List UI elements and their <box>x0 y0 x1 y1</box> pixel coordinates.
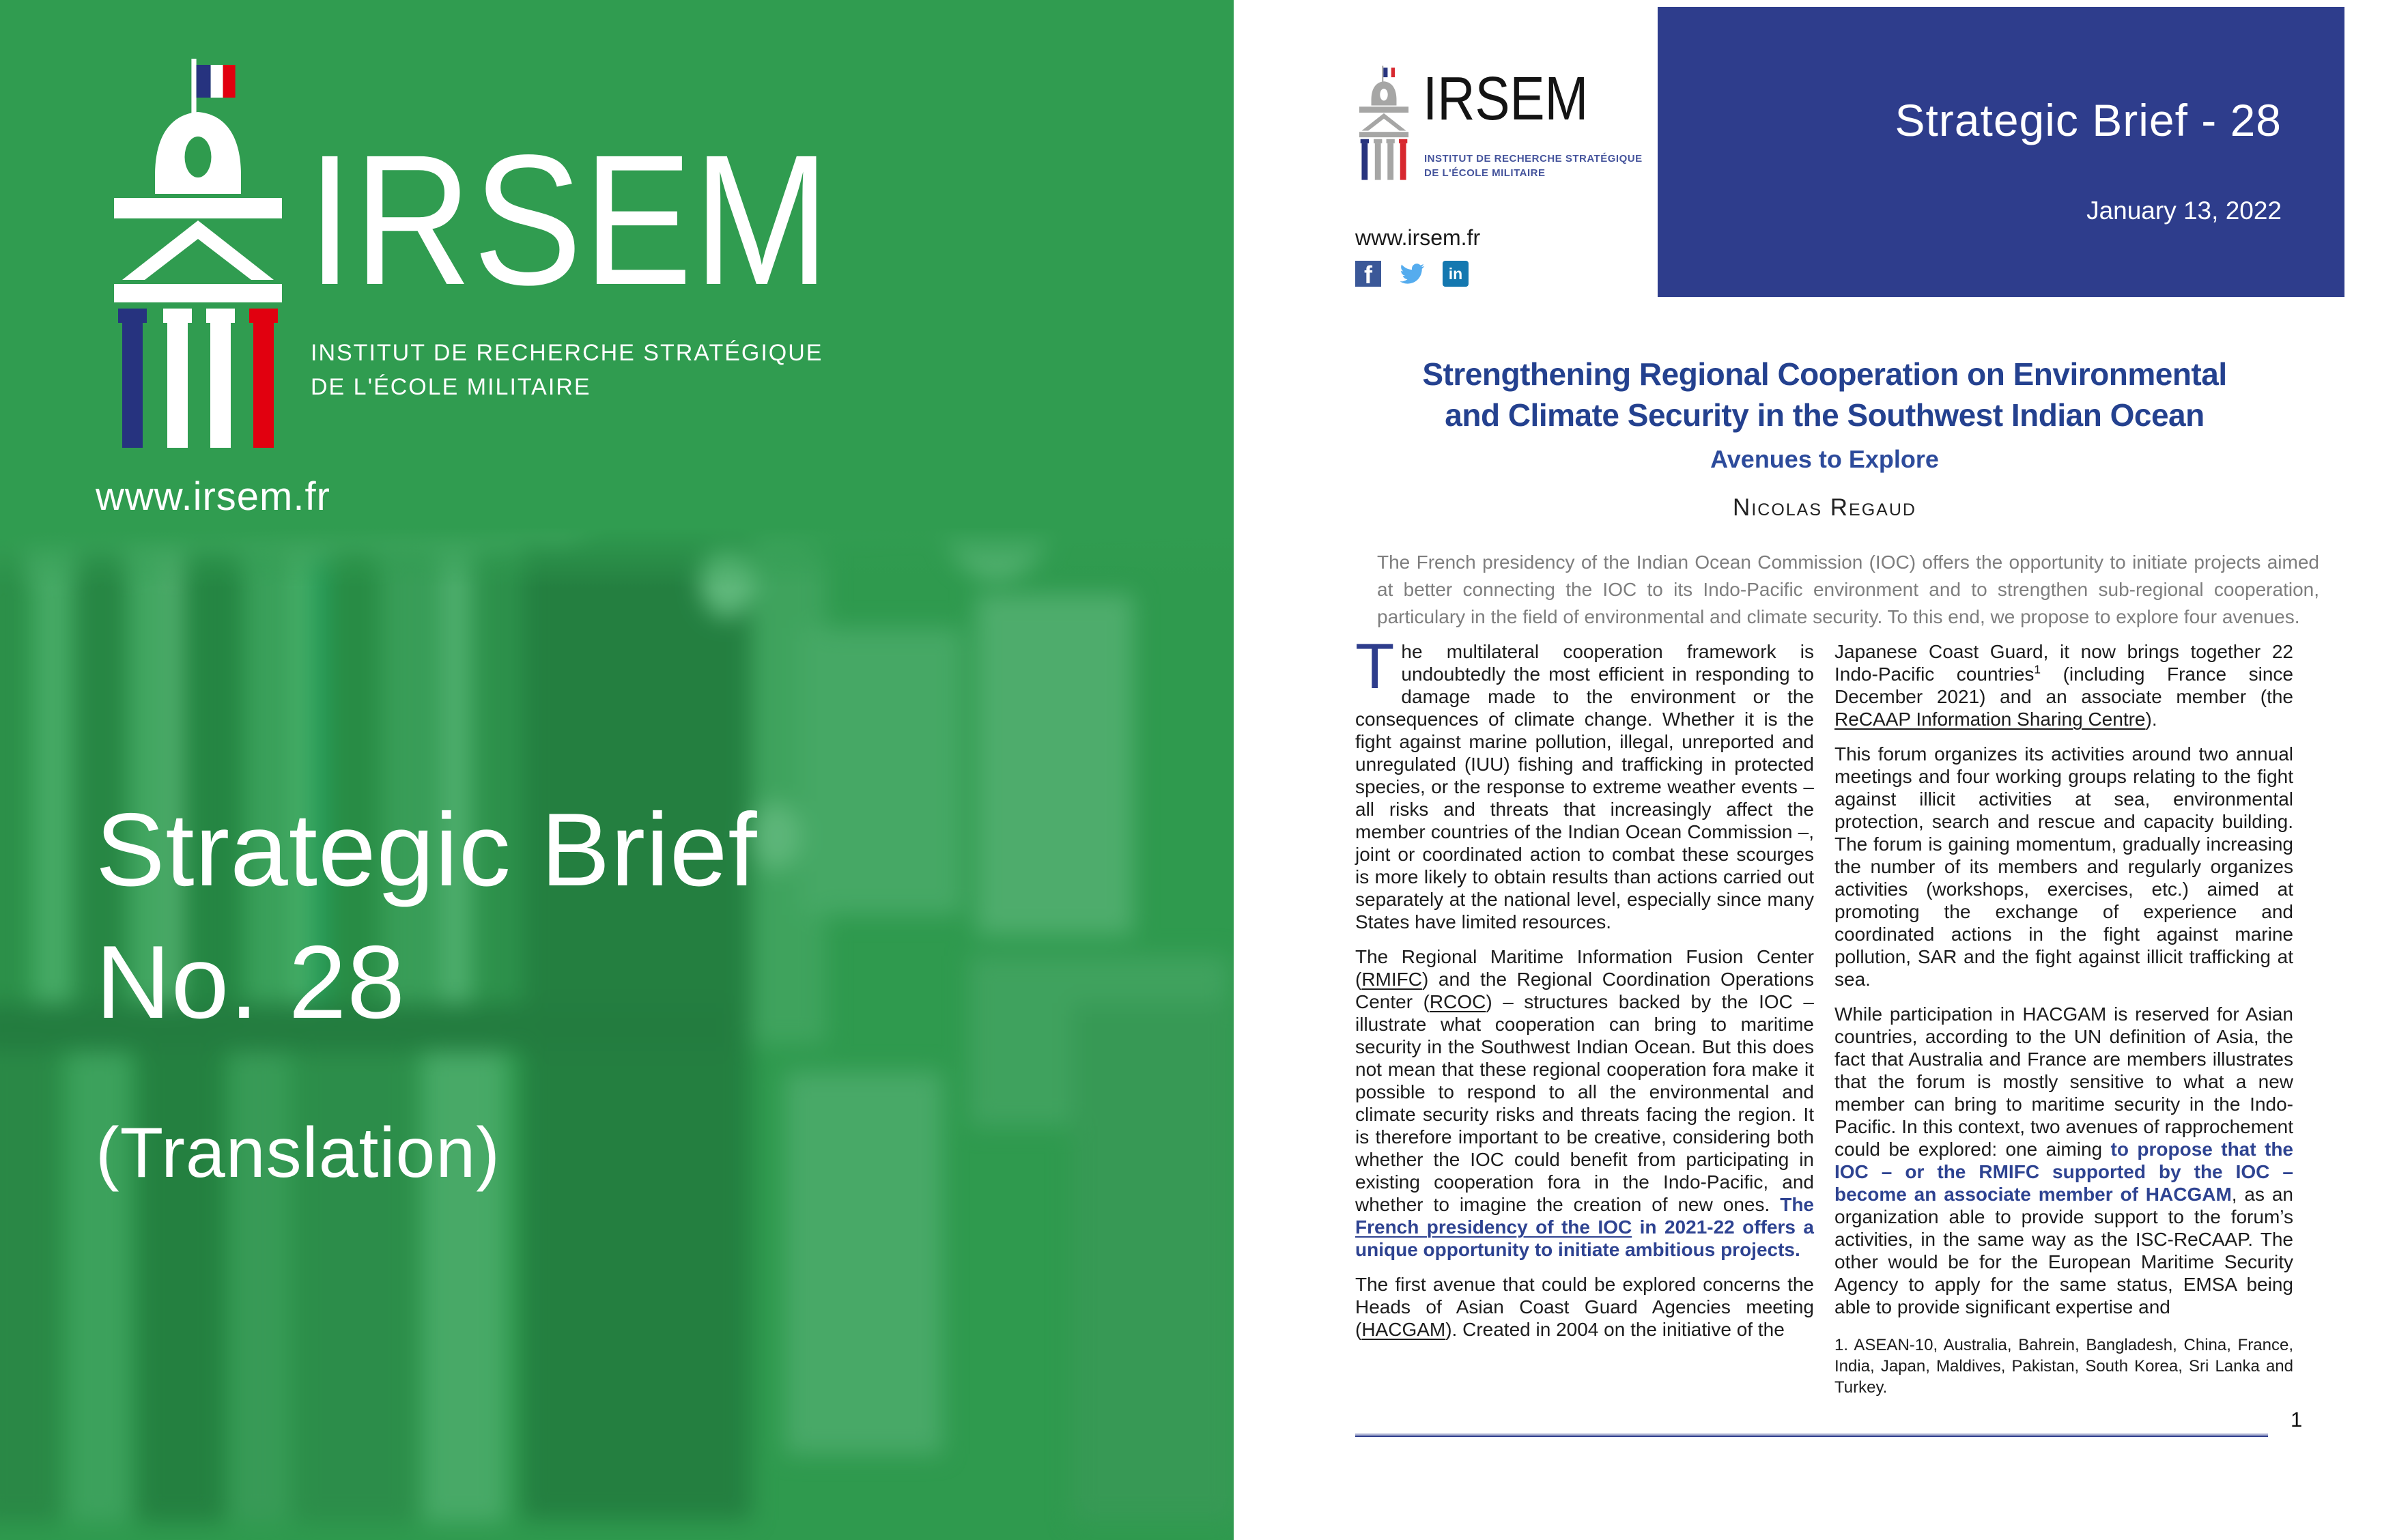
text-run: ) – structures backed by the IOC – illustrate what cooperation can bring to maritime security in the Southwest Indian Ocean. But this does not mean that these regional cooperation fora make it possible to respond to all the environmental and climate security risks and threats facing the region. It is therefore important to be creative, considering both whether the IOC could benefit from participating in existing cooperation fora in the Indo-Pacific, and whether to imagine the creation of new ones. <box>1355 991 1814 1215</box>
article-title-line1: Strengthening Regional Cooperation on Environmental <box>1422 356 2227 392</box>
text-link[interactable]: French presidency of the IOC <box>1355 1216 1632 1238</box>
header-tagline-line2: DE L'ÉCOLE MILITAIRE <box>1424 167 1546 179</box>
article-abstract: The French presidency of the Indian Ocean Commission (IOC) offers the opportunity to initiate projects aimed at better connecting the IOC to its Indo-Pacific environment and to strengthen sub-regional cooperation, particulary in the field of environmental and climate security. To this end, we propose to explore four avenues. <box>1377 552 2319 627</box>
cover-irsem-tagline <box>311 336 823 404</box>
text-run: The Regional Maritime Information Fusion Center ( <box>1355 946 1814 990</box>
text-run: ). Created in 2004 on the initiative of the <box>1445 1319 1785 1340</box>
body-paragraph <box>1834 743 2293 990</box>
footer-rule <box>1355 1434 2268 1437</box>
text-run: ) and the Regional Coordination Operations Center ( <box>1355 969 1814 1012</box>
text-run: The first avenue that could be explored concerns the Heads of Asian Coast Guard Agencies meeting ( <box>1355 1274 1814 1340</box>
text-run: in 2021-22 offers a unique opportunity to initiate ambitious projects. <box>1355 1216 1814 1260</box>
article-subtitle: Avenues to Explore <box>1710 445 1939 473</box>
article-author: Nicolas Regaud <box>1733 494 1916 521</box>
body-paragraph <box>1834 1003 2293 1318</box>
facebook-glyph: f <box>1364 261 1372 287</box>
article-body <box>1355 630 2294 1398</box>
header-irsem-wordmark: IRSEM <box>1423 65 1589 133</box>
footnote: 1. ASEAN-10, Australia, Bahrein, Bangladesh, China, France, India, Japan, Maldives, Pakistan, South Korea, Sri Lanka and Turkey. <box>1834 1336 2293 1397</box>
page-number: 1 <box>2291 1408 2303 1431</box>
header-irsem-tagline <box>1424 152 1643 180</box>
social-links <box>1355 261 1469 287</box>
text-link[interactable]: RCOC <box>1429 991 1486 1012</box>
banner-date: January 13, 2022 <box>2086 197 2282 225</box>
text-run: (including France since December 2021) and an associate member (the <box>1834 664 2293 707</box>
header-tagline-line1: INSTITUT DE RECHERCHE STRATÉGIQUE <box>1424 153 1643 165</box>
cover-title-line1: Strategic Brief <box>96 792 758 908</box>
cover-tagline-line1: INSTITUT DE RECHERCHE STRATÉGIQUE <box>311 340 823 366</box>
text-run: to propose that the IOC – or the RMIFC supported by the IOC – become an associate member of HACGAM <box>1834 1139 2293 1205</box>
facebook-icon[interactable] <box>1355 261 1381 287</box>
body-paragraph <box>1834 640 2293 730</box>
text-run: he multilateral cooperation framework is undoubtedly the most efficient in responding to damage made to the environment or the consequences of climate change. Whether it is the fight against marine pollution, illegal, unreported and unregulated (IUU) fishing and trafficking in protected species, or the response to extreme weather events – all risks and threats that increasingly affect the member countries of the Indian Ocean Commission –, joint or coordinated action to combat these scourges is more likely to obtain results than actions carried out separately at the national level, especially since many States have limited resources. <box>1355 641 1814 932</box>
text-run: This forum organizes its activities around two annual meetings and four working groups relating to the fight against illicit activities at sea, environmental protection, search and rescue and capacity building. The forum is gaining momentum, gradually increasing the number of its members and regularly organizes activities (workshops, exercises, etc.) aimed at promoting the exchange of experience and coordinated actions in the fight against marine pollution, SAR and the fight against illicit trafficking at sea. <box>1834 743 2293 990</box>
irsem-dome-icon <box>1354 60 1414 186</box>
cover-tagline-line2: DE L'ÉCOLE MILITAIRE <box>311 374 591 400</box>
twitter-icon[interactable] <box>1396 261 1428 287</box>
body-column-left <box>1355 630 1814 1398</box>
text-link[interactable]: RMIFC <box>1361 969 1422 990</box>
text-link[interactable]: HACGAM <box>1361 1319 1446 1340</box>
banner-title: Strategic Brief - 28 <box>1895 95 2282 145</box>
body-paragraph <box>1355 630 1814 933</box>
linkedin-icon[interactable] <box>1443 261 1469 287</box>
body-paragraph <box>1355 945 1814 1261</box>
cover-website-link[interactable]: www.irsem.fr <box>96 474 330 519</box>
article-title <box>1355 354 2294 436</box>
cover-irsem-wordmark: IRSEM <box>307 116 831 324</box>
body-paragraph <box>1355 1273 1814 1341</box>
text-run: Japanese Coast Guard, it now brings together 22 Indo-Pacific countries <box>1834 641 2293 685</box>
footnote-ref: 1 <box>2034 662 2041 676</box>
drop-cap: T <box>1355 630 1395 702</box>
irsem-dome-icon <box>96 59 300 448</box>
text-run: While participation in HACGAM is reserved for Asian countries, according to the UN definition of Asia, the fact that Australia and France are members illustrates that the forum is mostly sensitive to what a new member can bring to maritime security in the Indo-Pacific. In this context, two avenues of rapprochement could be explored: one aiming <box>1834 1003 2293 1160</box>
header-website-link[interactable]: www.irsem.fr <box>1355 225 1481 250</box>
article-page <box>1234 0 2395 1540</box>
text-link[interactable]: ReCAAP Information Sharing Centre <box>1834 709 2146 730</box>
text-run: The <box>1780 1194 1814 1215</box>
cover-title-line2: No. 28 <box>96 924 406 1040</box>
cover-top-fade <box>0 527 1234 588</box>
cover-subtitle: (Translation) <box>96 1113 500 1193</box>
issue-banner <box>1658 7 2344 297</box>
article-title-line2: and Climate Security in the Southwest Indian Ocean <box>1445 397 2205 433</box>
linkedin-glyph: in <box>1448 264 1463 283</box>
text-run: ). <box>2145 709 2157 730</box>
text-run: , as an organization able to provide support to the forum’s activities, in the same way as the ISC-ReCAAP. The other would be for the European Maritime Security Agency to apply for the same status, EMSA being able to provide significant expertise and <box>1834 1184 2293 1317</box>
body-column-right <box>1834 640 2293 1398</box>
